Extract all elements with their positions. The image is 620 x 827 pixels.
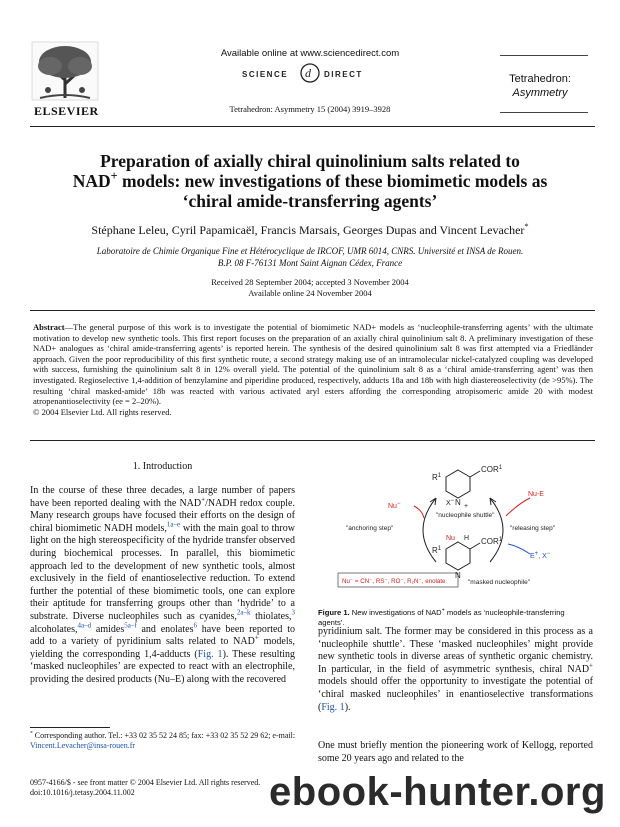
abstract-divider-top (30, 310, 595, 311)
citation-link-6[interactable]: 6 (193, 621, 197, 630)
watermark-text: ebook-hunter.org (269, 770, 606, 814)
available-date: Available online 24 November 2004 (248, 288, 372, 298)
brand-divider-bottom (500, 112, 588, 113)
title-line-1: Preparation of axially chiral quinolinium salts related to (100, 151, 520, 171)
received-date: Received 28 September 2004; accepted 3 November 2004 (211, 277, 409, 287)
publisher-name: ELSEVIER (34, 104, 99, 118)
cor1-bottom: COR$^1$ (481, 537, 503, 546)
sd-logo-left: SCIENCE (242, 70, 289, 79)
journal-brand (490, 72, 590, 100)
nucleophile-shuttle-label: "nucleophile shuttle" (436, 512, 495, 519)
n-plus-top: N (455, 498, 461, 507)
section-heading-introduction: 1. Introduction (132, 461, 193, 472)
releasing-step-label: "releasing step" (510, 525, 556, 532)
journal-subname: Asymmetry (512, 87, 568, 99)
nu-list-label: Nu⁻ = CN⁻, RS⁻, RO⁻, R₂N⁻, enolate (342, 578, 446, 585)
figure-1-caption: Figure 1. New investigations of NAD+ models as ‘nucleophile-transferring agents’. (318, 607, 565, 627)
nu-on-ring: Nu (446, 535, 455, 542)
affiliation-line-2: B.P. 08 F-76131 Mont Saint Aignan Cédex, France (217, 258, 403, 268)
sciencedirect-logo (240, 62, 380, 84)
introduction-paragraph: In the course of these three decades, a large number of papers have been reported dealing with the NAD+/NADH redox couple. Many research groups have focused their efforts on the design of chiral biomimetic NADH models,$^{1a-e}$ with the main goal to throw light on the high stereospecificity of the hydride transfer observed during biochemical processes. In parallel, this biomimetic approach led to the development of new synthetic tools, almost exclusively in the field of enantioselective reduction. To extend further the potential of these biomimetic tools, one can explore their aptitude for transferring groups other than ‘hydride’ to a substrate. Diverse nucleophiles such as cyanides,$^{2a-k}$ thiolates,$^3$ alcoholates,$^{4a-d}$ amides$^{5a-f}$ and enolates$^6$ have been reported to add to a variety of pyridinium salts related to NAD+ models, yielding the corresponding 1,4-adducts (Fig. 1). These resulting ‘masked nucleophiles’ are expected to react with an electrophile, providing the desired products (Nu–E) along with the recovered (30, 485, 296, 685)
author-email-link[interactable]: Vincent.Levacher@insa-rouen.fr (30, 741, 136, 750)
nu-minus-left: Nu− (388, 501, 401, 510)
abstract-text: —The general purpose of this work is to investigate the potential of biomimetic NAD+ models as ‘nucleophile-transferring agents’ with the ultimate motivation to develop new synthetic tools. This first report focuses on the preparation of an axially chiral quinolinium salt 8. A preliminary investigation of these NAD+ analogues as ‘chiral amide-transferring agents’ is reported herein. The synthesis of the desired quinolinium salt 8 was first attempted via a Friedländer approach. Given the poor reproducibility of this first synthetic route, a second strategy making use of an intramolecular nickel-catalyzed coupling was developed with success, furnishing the quinolinium salt 8 in 12% overall yield. The potential of the quinolinium salt 8 as a ‘chiral amide-transferring agent’ was then investigated. Regioselective 1,4-addition of benzylamine and piperidine produced, respectively, adducts 18a and 18b with high diastereoselectivity (de >95%). The resulting ‘chiral masked-amide’ 18b was reacted with various activated aryl esters affording the corresponding atropisomeric amide 20 with modest atropenantioselectivity (ee = 2–20%). (33, 322, 593, 407)
abstract-copyright: © 2004 Elsevier Ltd. All rights reserved. (33, 406, 172, 417)
paper-authors (20, 223, 600, 238)
available-online-text: Available online at www.sciencedirect.com (220, 48, 400, 59)
citation-link-1[interactable]: 1a–e (166, 520, 181, 529)
journal-name: Tetrahedron: (509, 73, 571, 85)
authors-list: Stéphane Leleu, Cyril Papamicaël, Francis Marsais, Georges Dupas and Vincent Levacher (91, 223, 525, 237)
right-column-paragraph-1: pyridinium salt. The former may be considered in this process as a ‘nucleophile shuttle’. These ‘masked nucleophiles’ might provide new synthetic tools in diverse areas of synthetic organic chemistry. In particular, in the field of asymmetric synthesis, chiral NAD+ models should offer the opportunity to investigate the potential of ‘chiral masked nucleophiles’ in enantioselective transformations (Fig. 1). (318, 626, 593, 713)
paper-title (40, 151, 580, 211)
svg-text:+: + (464, 503, 469, 510)
citation-link-2[interactable]: 2a–k (236, 608, 251, 617)
citation-link-5[interactable]: 5a–f (124, 621, 137, 630)
nu-e-label: Nu-E (528, 491, 544, 498)
h-on-ring: H (464, 535, 470, 542)
r1-top: $R^1$ (432, 473, 442, 482)
brand-divider-top (500, 55, 588, 56)
masked-nucleophile-label: "masked nucleophile" (468, 579, 531, 586)
n-bottom: N (455, 571, 461, 580)
paper-dates (40, 277, 580, 299)
e-x-label: E+, X− (530, 551, 551, 560)
doi-line: doi:10.1016/j.tetasy.2004.11.002 (30, 788, 135, 797)
cor1-top: COR$^1$ (481, 465, 503, 474)
title-line-2: NAD+ models: new investigations of these biomimetic models as (72, 169, 548, 191)
releasing-arrow (490, 498, 503, 562)
abstract (33, 322, 593, 417)
nu-in-arrow (414, 506, 424, 518)
header-divider (30, 126, 595, 127)
svg-text:d: d (305, 66, 311, 80)
figure-1-scheme (318, 458, 598, 606)
figure-1-link-2[interactable]: Fig. 1 (321, 701, 345, 713)
right-column-paragraph-2: One must briefly mention the pioneering work of Kellogg, reported some 20 years ago and related to the (318, 740, 593, 764)
abstract-divider-bottom (30, 440, 595, 441)
pyridinium-salt-structure (432, 465, 503, 510)
corresponding-mark: * (524, 222, 529, 231)
journal-ref-text: Tetrahedron: Asymmetry 15 (2004) 3919–3928 (229, 104, 391, 114)
caption-label: Figure 1. (318, 608, 350, 617)
affiliation-line-1: Laboratoire de Chimie Organique Fine et Hétérocyclique de IRCOF, UMR 6014, CNRS. Université et INSA de Rouen. (96, 246, 524, 256)
issn-line: 0957-4166/$ - see front matter © 2004 Elsevier Ltd. All rights reserved. (30, 778, 261, 787)
corresponding-author-footnote: * Corresponding author. Tel.: +33 02 35 52 24 85; fax: +33 02 35 52 29 62; e-mail: Vincent.Levacher@insa-rouen.fr (30, 730, 296, 750)
sd-logo-right: DIRECT (324, 70, 363, 79)
footnote-divider (30, 727, 110, 728)
abstract-label: Abstract (33, 322, 65, 332)
citation-link-4[interactable]: 4a–d (77, 621, 92, 630)
r1-bottom: $R^1$ (432, 546, 442, 555)
title-line-3: ‘chiral amide-transferring agents’ (182, 191, 438, 211)
anchoring-step-label: "anchoring step" (346, 525, 394, 532)
citation-link-3[interactable]: 3 (291, 608, 295, 617)
x-minus-top: X− (446, 498, 455, 507)
paper-affiliation (40, 245, 580, 269)
figure-1-link[interactable]: Fig. 1 (197, 648, 223, 660)
nu-e-out-arrow (506, 498, 530, 516)
e-in-arrow (508, 544, 530, 554)
